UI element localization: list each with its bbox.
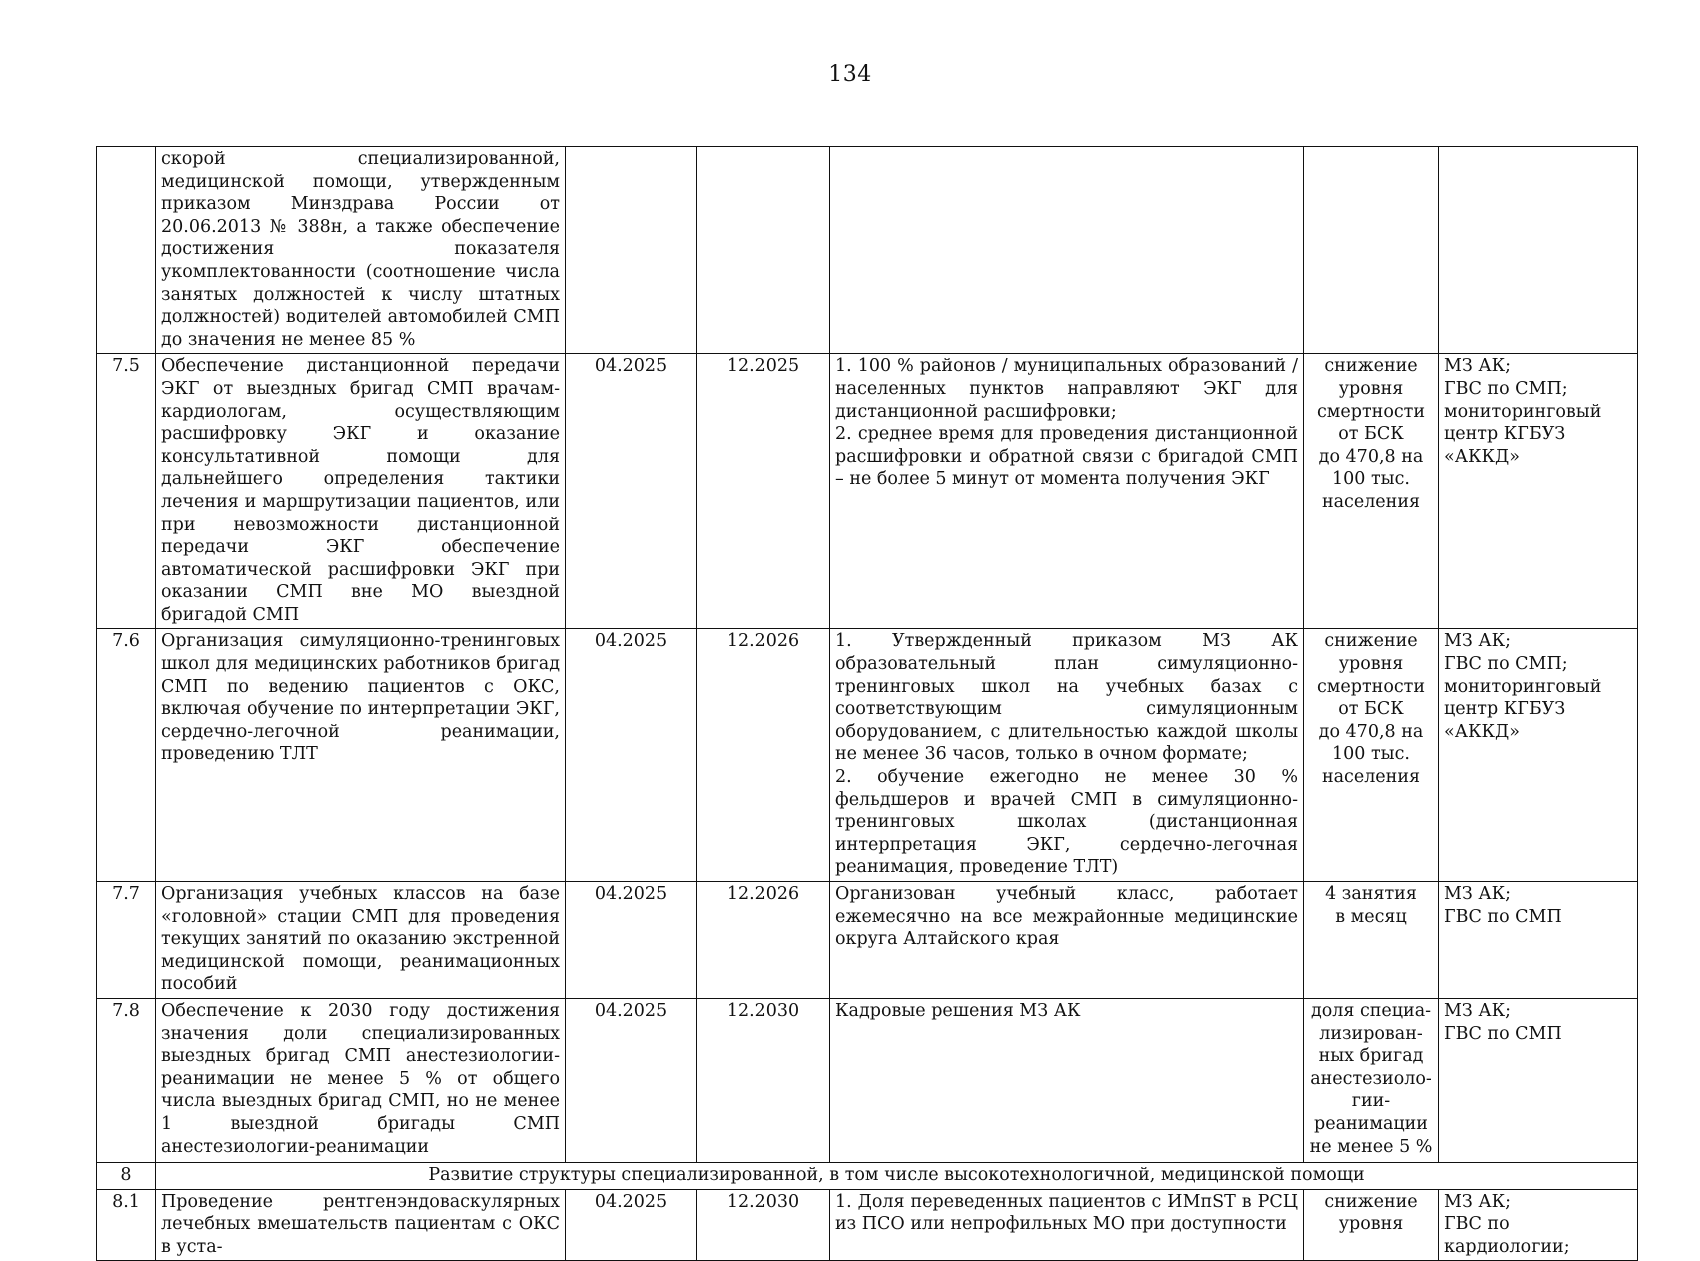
measures-table: [96, 146, 1638, 1261]
indicator-line: населения: [1321, 767, 1421, 788]
end-date: 12.2030: [697, 998, 830, 1162]
indicator-line: ных бригад: [1318, 1046, 1424, 1067]
responsible: [1439, 882, 1638, 999]
table-row-continuation: [97, 147, 1638, 354]
start-date: 04.2025: [566, 998, 697, 1162]
indicator-line: от БСК: [1338, 699, 1404, 720]
start-date: 04.2025: [566, 882, 697, 999]
target-indicator: [1304, 998, 1439, 1162]
indicator-line: снижение: [1324, 356, 1418, 377]
responsible-line: ГВС по СМП: [1444, 906, 1562, 927]
measure-description: Организация симуляционно-тренинговых школ для медицинских работников бригад СМП по ведению пациентов с ОКС, включая обучение по интерпретации ЭКГ, сердечно-легочной реанимации, проведению ТЛТ: [156, 629, 566, 882]
end-date: 12.2025: [697, 354, 830, 629]
indicator-line: лизирован-: [1319, 1023, 1423, 1044]
expected-result: [830, 147, 1304, 354]
indicator-line: смертности: [1317, 401, 1425, 422]
responsible-line: центр КГБУЗ «АККД»: [1444, 424, 1566, 467]
indicator-line: снижение: [1324, 631, 1418, 652]
result-item: 2. среднее время для проведения дистанционной расшифровки и обратной связи с бригадой СМП – не более 5 минут от момента получения ЭКГ: [835, 424, 1298, 490]
section-number: 8: [97, 1162, 156, 1189]
page-number: 134: [828, 62, 872, 87]
indicator-line: не менее 5 %: [1309, 1136, 1433, 1157]
start-date: 04.2025: [566, 629, 697, 882]
indicator-line: смертности: [1317, 676, 1425, 697]
target-indicator: [1304, 629, 1439, 882]
measure-description: Проведение рентгенэндоваскулярных лечебных вмешательств пациентам с ОКС в уста-: [156, 1189, 566, 1261]
indicator-line: анестезиоло-: [1310, 1068, 1432, 1089]
responsible: [1439, 998, 1638, 1162]
target-indicator: [1304, 354, 1439, 629]
target-indicator: [1304, 882, 1439, 999]
responsible-line: ГВС по СМП;: [1444, 654, 1568, 675]
responsible: [1439, 354, 1638, 629]
responsible-line: мониторинговый: [1444, 676, 1602, 697]
responsible-line: МЗ АК;: [1444, 631, 1512, 652]
expected-result: Кадровые решения МЗ АК: [830, 998, 1304, 1162]
end-date: 12.2030: [697, 1189, 830, 1261]
indicator-line: снижение: [1324, 1191, 1418, 1212]
row-number: 8.1: [97, 1189, 156, 1261]
indicator-line: уровня: [1338, 378, 1404, 399]
end-date: 12.2026: [697, 882, 830, 999]
responsible-line: мониторинговый: [1444, 401, 1602, 422]
start-date: 04.2025: [566, 1189, 697, 1261]
indicator-line: 4 занятия: [1325, 884, 1417, 904]
responsible-line: МЗ АК;: [1444, 1191, 1512, 1212]
indicator-line: 100 тыс.: [1332, 469, 1410, 490]
responsible: [1439, 147, 1638, 354]
responsible-line: МЗ АК;: [1444, 1000, 1512, 1021]
table-row: [97, 998, 1638, 1162]
end-date: [697, 147, 830, 354]
responsible-line: МЗ АК;: [1444, 884, 1512, 904]
indicator-line: населения: [1321, 491, 1421, 512]
row-number: 7.7: [97, 882, 156, 999]
section-row: [97, 1162, 1638, 1189]
indicator-line: реанимации: [1314, 1113, 1428, 1134]
responsible: [1439, 629, 1638, 882]
start-date: 04.2025: [566, 354, 697, 629]
indicator-line: доля специа-: [1310, 1000, 1432, 1021]
table-row: [97, 882, 1638, 999]
indicator-line: уровня: [1338, 1214, 1404, 1235]
indicator-line: гии-: [1351, 1091, 1391, 1112]
target-indicator: [1304, 147, 1439, 354]
indicator-line: 100 тыс.: [1332, 744, 1410, 765]
measure-description: скорой специализированной, медицинской помощи, утвержденным приказом Минздрава России от 20.06.2013 № 388н, а также обеспечение достижения показателя укомплектованности (соотношение числа занятых должностей к числу штатных должностей) водителей автомобилей СМП до значения не менее 85 %: [156, 147, 566, 354]
responsible-line: ГВС по кардиологии;: [1444, 1214, 1570, 1257]
end-date: 12.2026: [697, 629, 830, 882]
result-item: 2. обучение ежегодно не менее 30 % фельдшеров и врачей СМП в симуляционно-тренинговых школах (дистанционная интерпретация ЭКГ, сердечно-легочная реанимация, проведение ТЛТ): [835, 767, 1298, 878]
measure-description: Обеспечение к 2030 году достижения значения доли специализированных выездных бригад СМП анестезиологии-реанимации не менее 5 % от общего числа выездных бригад СМП, но не менее 1 выездной бригады СМП анестезиологии-реанимации: [156, 998, 566, 1162]
measure-description: Организация учебных классов на базе «головной» стации СМП для проведения текущих занятий по оказанию экстренной медицинской помощи, реанимационных пособий: [156, 882, 566, 999]
responsible-line: МЗ АК;: [1444, 356, 1512, 377]
expected-result: Организован учебный класс, работает ежемесячно на все межрайонные медицинские округа Алтайского края: [830, 882, 1304, 999]
indicator-line: до 470,8 на: [1318, 446, 1424, 467]
result-item: 1. 100 % районов / муниципальных образований / населенных пунктов направляют ЭКГ для дистанционной расшифровки;: [835, 356, 1298, 422]
responsible-line: ГВС по СМП;: [1444, 378, 1568, 399]
row-number: 7.5: [97, 354, 156, 629]
responsible-line: центр КГБУЗ «АККД»: [1444, 699, 1566, 742]
table-row: [97, 354, 1638, 629]
row-number: 7.6: [97, 629, 156, 882]
responsible-line: ГВС по СМП: [1444, 1023, 1562, 1044]
expected-result: [830, 354, 1304, 629]
start-date: [566, 147, 697, 354]
indicator-line: до 470,8 на: [1318, 721, 1424, 742]
result-item: 1. Утвержденный приказом МЗ АК образовательный план симуляционно-тренинговых школ на учебных базах с соответствующим симуляционным оборудованием, с длительностью каждой школы не менее 36 часов, только в очном формате;: [835, 631, 1298, 765]
indicator-line: от БСК: [1338, 424, 1404, 445]
row-number: [97, 147, 156, 354]
indicator-line: в месяц: [1335, 906, 1407, 927]
table-row: [97, 629, 1638, 882]
section-title: Развитие структуры специализированной, в том числе высокотехнологичной, медицинской помощи: [156, 1162, 1638, 1189]
measure-description: Обеспечение дистанционной передачи ЭКГ от выездных бригад СМП врачам-кардиологам, осуществляющим расшифровку ЭКГ и оказание консультативной помощи для дальнейшего определения тактики лечения и маршрутизации пациентов, или при невозможности дистанционной передачи ЭКГ обеспечение автоматической расшифровки ЭКГ при оказании СМП вне МО выездной бригадой СМП: [156, 354, 566, 629]
expected-result: [830, 629, 1304, 882]
row-number: 7.8: [97, 998, 156, 1162]
indicator-line: уровня: [1338, 654, 1404, 675]
expected-result: 1. Доля переведенных пациентов с ИМпST в РСЦ из ПСО или непрофильных МО при доступности: [830, 1189, 1304, 1261]
